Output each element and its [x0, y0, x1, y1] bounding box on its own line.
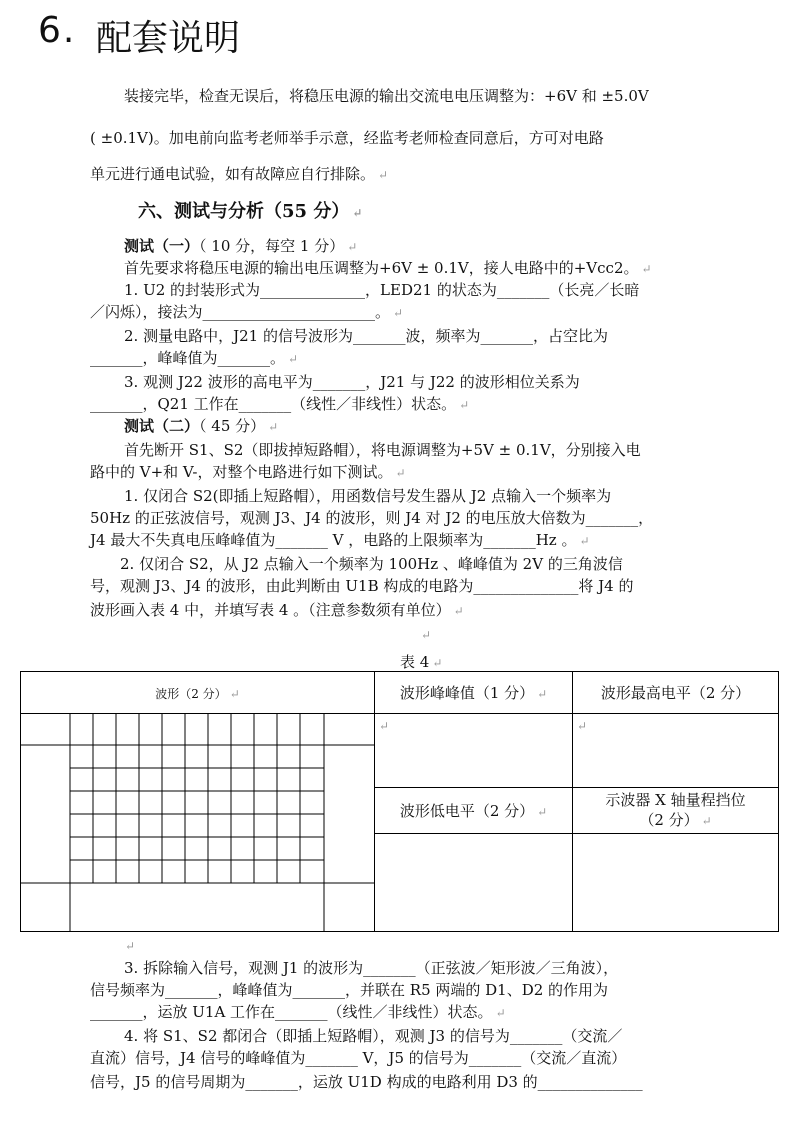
- max-header-cell: 波形最高电平（2 分）: [573, 672, 779, 714]
- test1-q3-line-a: 3. 观测 J22 波形的高电平为_______，J21 与 J22 的波形相位关系为: [124, 373, 580, 391]
- test1-heading: 测试（一）（ 10 分，每空 1 分） ↵: [124, 237, 358, 255]
- return-mark: ↵: [378, 168, 389, 182]
- intro-line-3: 单元进行通电试验，如有故障应自行排除。 ↵: [90, 165, 389, 183]
- page-title: 配套说明: [96, 18, 241, 59]
- test2-intro-b: 路中的 V+和 V-，对整个电路进行如下测试。 ↵: [90, 463, 406, 481]
- test2-q3-line-a: 3. 拆除输入信号，观测 J1 的波形为_______（正弦波／矩形波／三角波），: [124, 959, 619, 977]
- return-mark: ↵: [352, 206, 363, 220]
- table-caption: 表 4 ↵: [400, 653, 443, 671]
- test2-heading: 测试（二）（ 45 分） ↵: [124, 417, 279, 435]
- test2-intro-a: 首先断开 S1、S2（即拔掉短路帽），将电源调整为+5V ± 0.1V，分别接入电: [124, 441, 641, 459]
- scope-header-cell: 示波器 X 轴量程挡位 （2 分） ↵: [573, 788, 779, 834]
- test1-q3-line-b: _______，Q21 工作在_______（线性／非线性）状态。 ↵: [90, 395, 470, 413]
- return-mark: ↵: [125, 939, 136, 953]
- test1-q1-line-b: ／闪烁），接法为_______________________。 ↵: [90, 303, 404, 321]
- test2-q2-line-b: 号，观测 J3、J4 的波形，由此判断由 U1B 构成的电路为______________将 J4 的: [90, 577, 634, 595]
- return-mark: ↵: [421, 628, 432, 642]
- waveform-header-cell: 波形（2 分） ↵: [21, 672, 375, 714]
- pp-value-cell[interactable]: ↵: [375, 714, 573, 788]
- scope-value-cell[interactable]: [573, 834, 779, 932]
- intro-line-2: ( ±0.1V)。加电前向监考老师举手示意，经监考老师检查同意后，方可对电路: [90, 129, 604, 147]
- low-value-cell[interactable]: [375, 834, 573, 932]
- test2-q3-line-c: _______，运放 U1A 工作在_______（线性／非线性）状态。 ↵: [90, 1003, 506, 1021]
- pp-header-cell: 波形峰峰值（1 分） ↵: [375, 672, 573, 714]
- grid-lines: [20, 713, 374, 931]
- section-title: 六、测试与分析（55 分） ↵: [138, 201, 363, 222]
- waveform-grid: [20, 713, 374, 931]
- test2-q2-line-c: 波形画入表 4 中，并填写表 4 。（注意参数须有单位） ↵: [90, 601, 464, 619]
- test1-q2-line-b: _______，峰峰值为_______。 ↵: [90, 349, 299, 367]
- test1-intro: 首先要求将稳压电源的输出电压调整为+6V ± 0.1V，接人电路中的+Vcc2。 ↵: [124, 259, 652, 277]
- test2-q4-line-a: 4. 将 S1、S2 都闭合（即插上短路帽），观测 J3 的信号为_______（交流／: [124, 1027, 623, 1045]
- test2-q1-line-b: 50Hz 的正弦波信号，观测 J3、J4 的波形，则 J4 对 J2 的电压放大倍数为_______，: [90, 509, 654, 527]
- test2-q4-line-c: 信号，J5 的信号周期为_______，运放 U1D 构成的电路利用 D3 的______________: [90, 1073, 643, 1091]
- max-value-cell[interactable]: ↵: [573, 714, 779, 788]
- test2-q1-line-a: 1. 仅闭合 S2(即插上短路帽），用函数信号发生器从 J2 点输入一个频率为: [124, 487, 612, 505]
- test2-q2-line-a: 2. 仅闭合 S2，从 J2 点输入一个频率为 100Hz 、峰峰值为 2V 的三角波信: [120, 555, 623, 573]
- test1-q1-line-a: 1. U2 的封装形式为______________，LED21 的状态为_______（长亮／长暗: [124, 281, 640, 299]
- intro-line-1: 装接完毕，检查无误后，将稳压电源的输出交流电电压调整为：+6V 和 ±5.0V: [124, 87, 649, 105]
- test1-q2-line-a: 2. 测量电路中，J21 的信号波形为_______波，频率为_______，占空比为: [124, 327, 608, 345]
- test2-q1-line-c: J4 最大不失真电压峰峰值为_______ V ，电路的上限频率为_______Hz 。 ↵: [90, 531, 590, 549]
- test2-q4-line-b: 直流）信号，J4 信号的峰峰值为_______ V，J5 的信号为_______（交流／直流）: [90, 1049, 627, 1067]
- section-number: 6.: [38, 10, 77, 51]
- low-header-cell: 波形低电平（2 分） ↵: [375, 788, 573, 834]
- test2-q3-line-b: 信号频率为_______，峰峰值为_______，并联在 R5 两端的 D1、D2 的作用为: [90, 981, 609, 999]
